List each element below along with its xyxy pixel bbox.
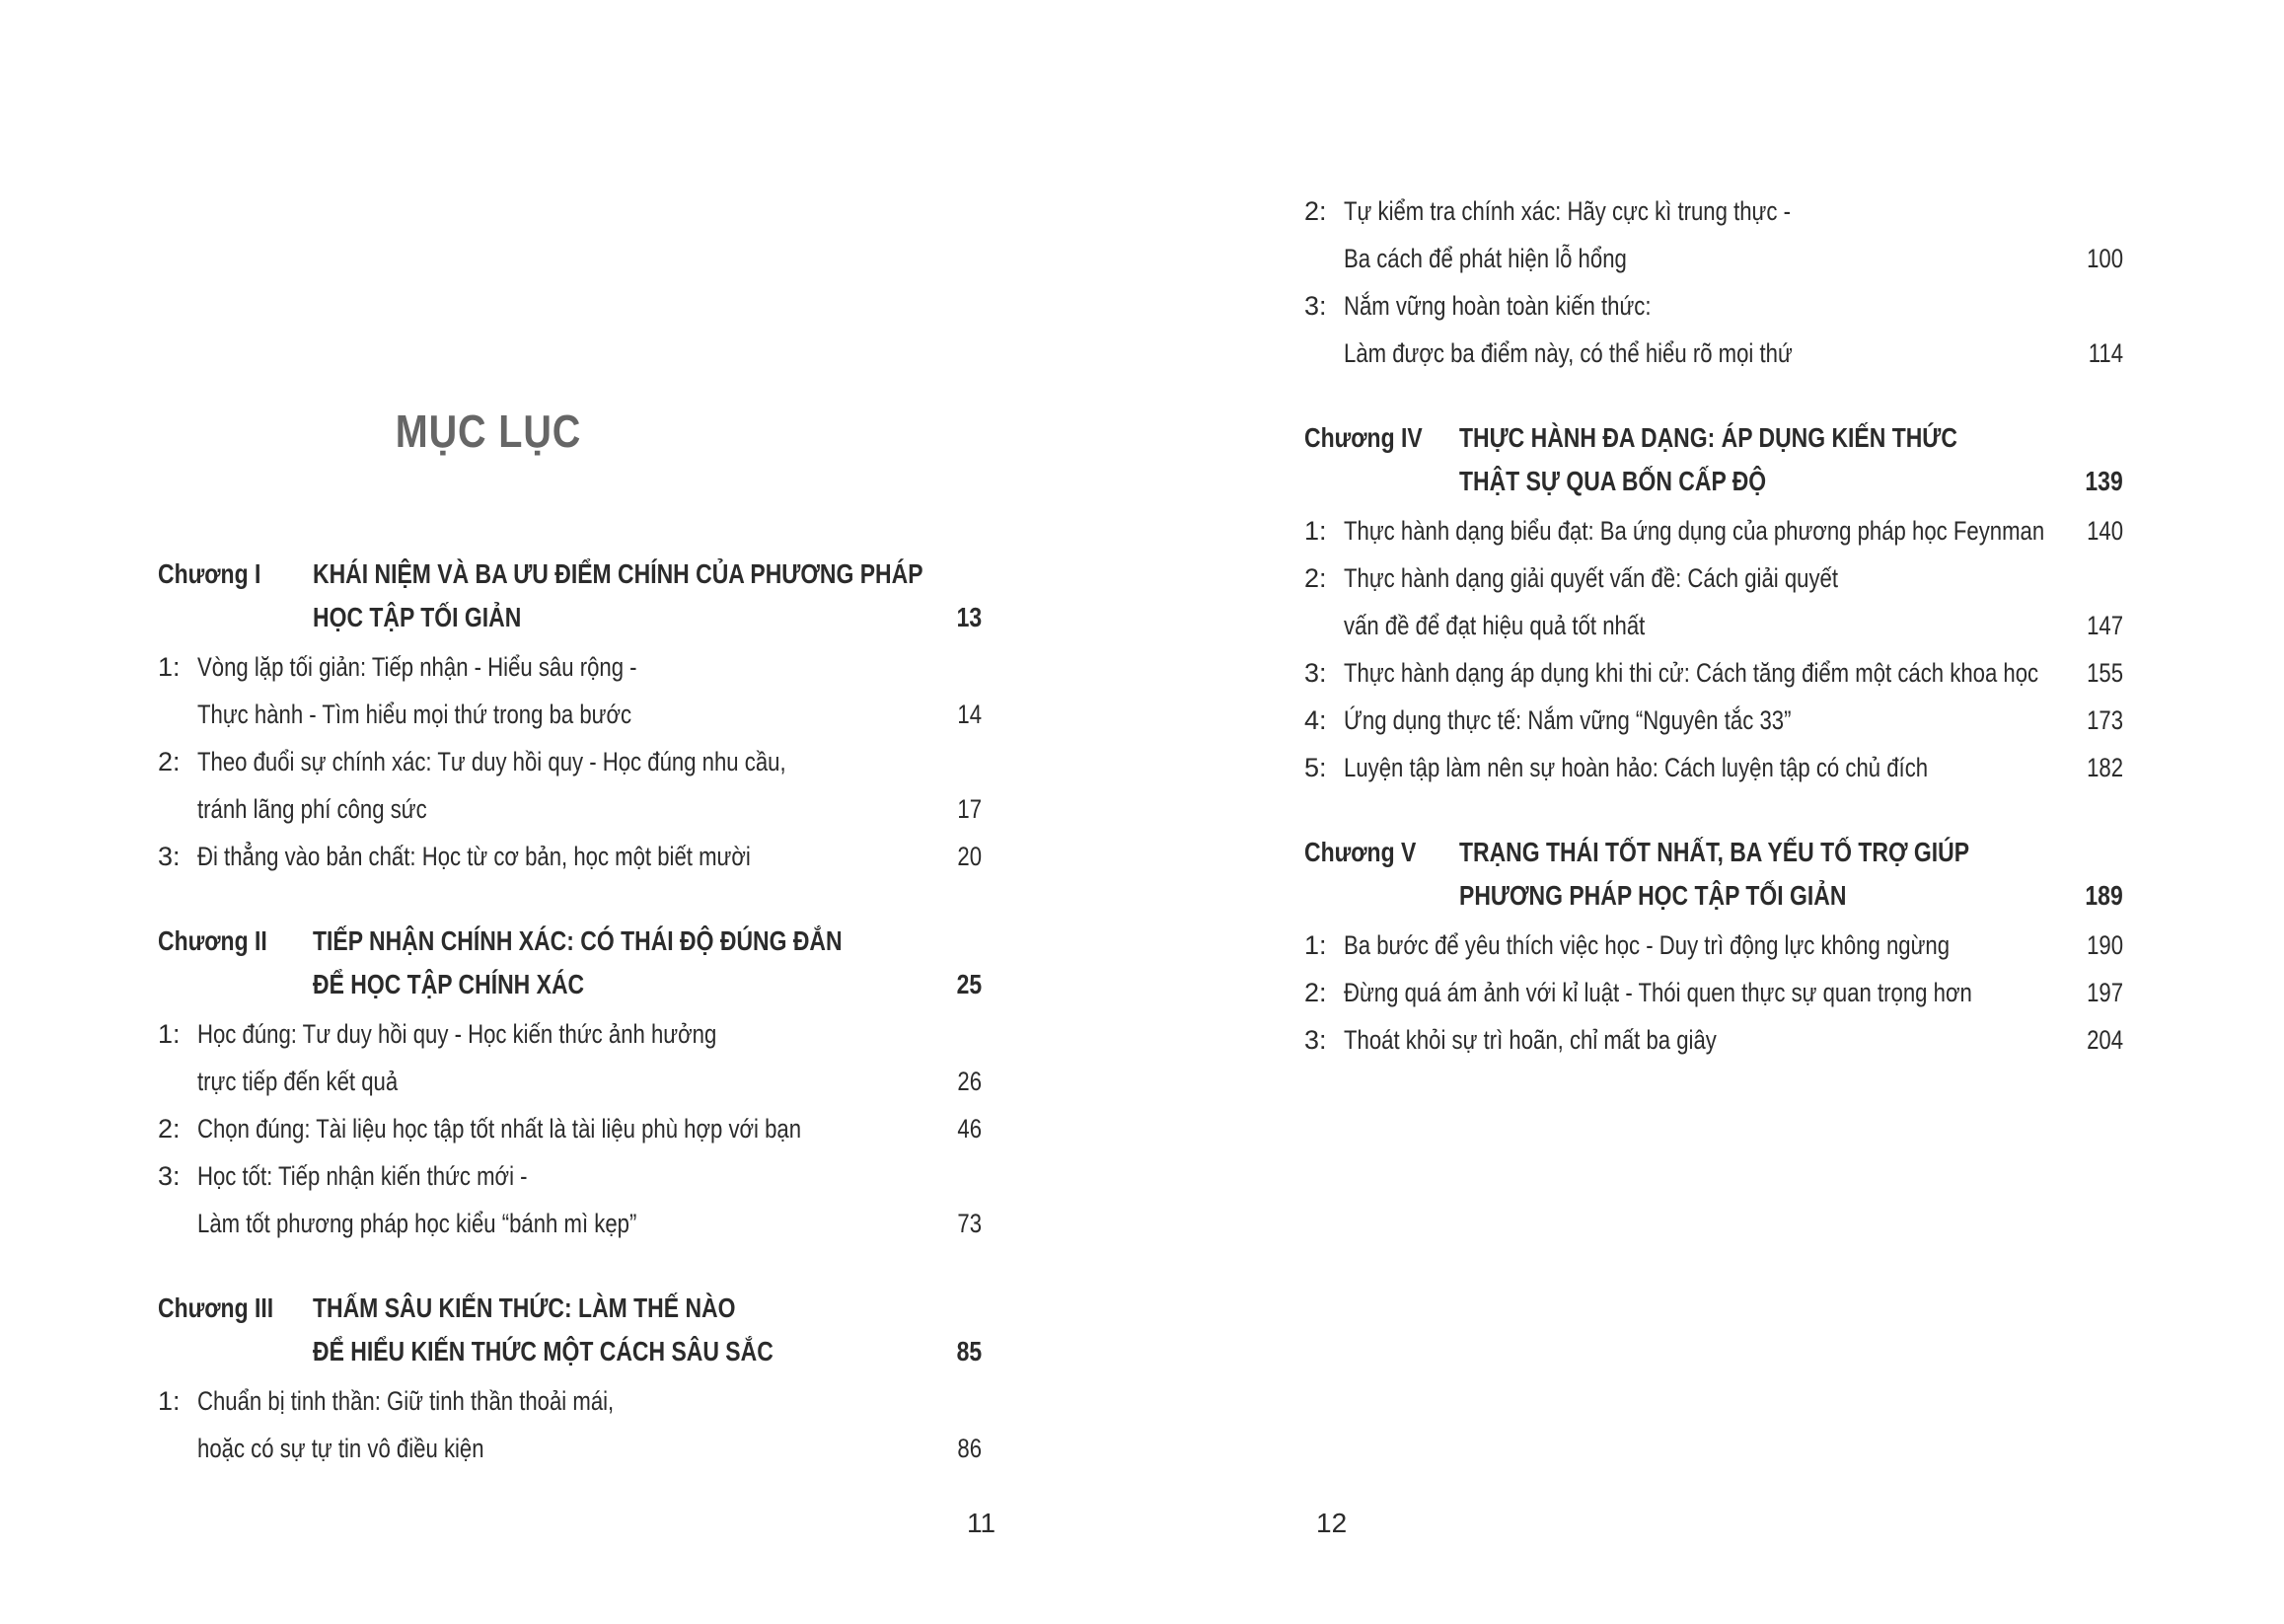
chapter-title-text: PHƯƠNG PHÁP HỌC TẬP TỐI GIẢN	[1459, 880, 1847, 911]
entry-page	[952, 833, 982, 880]
chapter-page-text: 13	[956, 602, 982, 632]
toc-entry-line	[1304, 330, 2123, 377]
entry-number: 4:	[1304, 705, 1327, 735]
toc-entry-line	[1304, 922, 2123, 969]
right-page	[1142, 0, 2284, 1624]
toc-entry-line	[158, 643, 982, 691]
chapter-title-text: KHÁI NIỆM VÀ BA ƯU ĐIỂM CHÍNH CỦA PHƯƠNG PHÁP	[313, 558, 923, 589]
entry-text-text: Học đúng: Tư duy hồi quy - Học kiến thức ảnh hưởng	[197, 1019, 717, 1049]
chapter-page-text: 139	[2085, 466, 2123, 496]
chapter-page-text: 85	[956, 1336, 982, 1366]
entry-page	[2079, 697, 2123, 744]
entry-page	[952, 1105, 982, 1152]
chapter-title	[1459, 874, 1932, 918]
toc-entry-line	[158, 785, 982, 833]
entry-page	[2079, 969, 2123, 1016]
toc-right	[1304, 187, 2123, 1064]
entry-text	[197, 691, 727, 738]
toc-entry-line	[158, 833, 982, 880]
entry-page-text: 140	[2087, 516, 2123, 546]
entry-number: 3:	[1304, 658, 1327, 688]
chapter-page	[2077, 874, 2123, 918]
chapter-heading	[158, 963, 982, 1006]
chapter-heading	[158, 1287, 982, 1330]
entry-text-text: Luyện tập làm nên sự hoàn hảo: Cách luyện tập có chủ đích	[1344, 753, 1929, 782]
entry-text-text: trực tiếp đến kết quả	[197, 1067, 399, 1096]
entry-text-text: Làm được ba điểm này, có thể hiểu rõ mọi thứ	[1344, 338, 1793, 368]
toc-entry-line	[158, 691, 982, 738]
entry-text-text: Thực hành dạng giải quyết vấn đề: Cách giải quyết	[1344, 563, 1839, 593]
toc-entry-line	[158, 1200, 982, 1247]
entry-page	[2079, 507, 2123, 554]
entry-text	[1344, 649, 2191, 697]
toc-entry-line	[158, 1377, 982, 1425]
entry-text-text: Chọn đúng: Tài liệu học tập tốt nhất là tài liệu phù hợp với bạn	[197, 1114, 802, 1144]
chapter-page	[951, 596, 982, 639]
entry-number: 2:	[1304, 196, 1327, 226]
chapter-heading	[1304, 831, 2123, 874]
chapter-page	[951, 1330, 982, 1373]
toc-entry-line	[1304, 507, 2123, 554]
chapter-title	[313, 1330, 874, 1373]
entry-page	[952, 1058, 982, 1105]
toc-entry-line	[158, 1058, 982, 1105]
chapter-title-text: TIẾP NHẬN CHÍNH XÁC: CÓ THÁI ĐỘ ĐÚNG ĐẮN	[313, 925, 843, 956]
entry-page	[952, 785, 982, 833]
entry-number: 2:	[158, 1114, 181, 1144]
entry-number: 2:	[1304, 563, 1327, 593]
entry-text-text: Theo đuổi sự chính xác: Tư duy hồi quy - Học đúng nhu cầu,	[197, 747, 786, 776]
entry-page	[2081, 330, 2123, 377]
entry-text-text: Thoát khỏi sự trì hoãn, chỉ mất ba giây	[1344, 1025, 1717, 1055]
entry-text	[1344, 282, 1719, 330]
entry-text-text: Thực hành dạng biểu đạt: Ba ứng dụng của phương pháp học Feynman	[1344, 516, 2045, 546]
entry-text-text: Vòng lặp tối giản: Tiếp nhận - Hiểu sâu rộng -	[197, 652, 637, 682]
entry-text-text: Làm tốt phương pháp học kiểu “bánh mì kẹp”	[197, 1209, 637, 1238]
entry-page-text: 86	[957, 1434, 982, 1463]
entry-text-text: Chuẩn bị tinh thần: Giữ tinh thần thoải mái,	[197, 1386, 615, 1416]
entry-page-text: 100	[2087, 244, 2123, 273]
entry-page-text: 204	[2087, 1025, 2123, 1055]
chapter-heading	[158, 1330, 982, 1373]
toc-entry-line	[1304, 744, 2123, 791]
chapter-heading	[1304, 416, 2123, 460]
entry-text-text: Thực hành dạng áp dụng khi thi cử: Cách tăng điểm một cách khoa học	[1344, 658, 2039, 688]
chapter-label	[158, 1287, 299, 1330]
entry-text-text: Tự kiểm tra chính xác: Hãy cực kì trung thực -	[1344, 196, 1791, 226]
chapter-title-text: THẤM SÂU KIẾN THỨC: LÀM THẾ NÀO	[313, 1292, 736, 1323]
toc-entry-line	[1304, 969, 2123, 1016]
entry-text	[197, 1425, 547, 1472]
entry-number: 1:	[158, 1019, 181, 1049]
entry-number: 1:	[1304, 516, 1327, 546]
entry-page	[952, 1200, 982, 1247]
page-number-left: 11	[967, 1508, 996, 1538]
chapter-title-text: THẬT SỰ QUA BỐN CẤP ĐỘ	[1459, 466, 1767, 496]
toc-entry-line	[1304, 282, 2123, 330]
entry-text	[197, 1200, 733, 1247]
entry-page-text: 114	[2088, 338, 2123, 368]
page-title: MỤC LỤC	[395, 406, 582, 457]
entry-page	[2079, 1016, 2123, 1064]
chapter-label	[158, 553, 283, 596]
entry-text	[197, 643, 733, 691]
entry-page-text: 26	[957, 1067, 982, 1096]
page-number-right: 12	[1316, 1508, 1348, 1538]
entry-text	[1344, 554, 1947, 602]
entry-text	[1344, 507, 2198, 554]
entry-text-text: Ứng dụng thực tế: Nắm vững “Nguyên tắc 33”	[1344, 705, 1792, 735]
toc-entry-line	[1304, 697, 2123, 744]
entry-page-text: 147	[2087, 611, 2123, 640]
entry-page-text: 182	[2087, 753, 2123, 782]
toc-entry-line	[1304, 187, 2123, 235]
entry-text	[1344, 330, 1891, 377]
chapter-label-text: Chương I	[158, 558, 261, 589]
chapter-title-text: TRẠNG THÁI TỐT NHẤT, BA YẾU TỐ TRỢ GIÚP	[1459, 837, 1970, 867]
toc-entry-line	[1304, 649, 2123, 697]
entry-text	[197, 833, 872, 880]
toc-entry-line	[1304, 602, 2123, 649]
chapter-page	[951, 963, 982, 1006]
chapter-label	[1304, 416, 1448, 460]
entry-page-text: 173	[2087, 705, 2123, 735]
entry-text	[1344, 744, 2056, 791]
entry-text-text: vấn đề để đạt hiệu quả tốt nhất	[1344, 611, 1646, 640]
entry-page	[2079, 602, 2123, 649]
chapter-heading	[158, 920, 982, 963]
entry-number: 3:	[158, 1161, 181, 1191]
entry-page-text: 17	[957, 794, 982, 824]
chapter-label-text: Chương II	[158, 925, 267, 956]
chapter-title	[1459, 460, 1833, 503]
entry-page-text: 190	[2087, 930, 2123, 960]
entry-text	[1344, 602, 1711, 649]
chapter-label-text: Chương V	[1304, 837, 1417, 867]
entry-number: 5:	[1304, 753, 1327, 782]
entry-text	[197, 738, 916, 785]
toc-left	[158, 553, 982, 1472]
entry-number: 3:	[1304, 291, 1327, 321]
entry-text	[1344, 1016, 1799, 1064]
entry-page-text: 73	[957, 1209, 982, 1238]
chapter-title	[1459, 416, 2067, 460]
entry-page-text: 197	[2087, 978, 2123, 1007]
toc-entry-line	[158, 1010, 982, 1058]
toc-entry-line	[158, 738, 982, 785]
toc-entry-line	[1304, 554, 2123, 602]
entry-page	[952, 1425, 982, 1472]
entry-number: 2:	[158, 747, 181, 776]
entry-page	[2079, 922, 2123, 969]
entry-text	[1344, 187, 1888, 235]
toc-entry-line	[158, 1152, 982, 1200]
chapter-title-text: ĐỂ HIỂU KIẾN THỨC MỘT CÁCH SÂU SẮC	[313, 1336, 774, 1366]
chapter-heading	[1304, 874, 2123, 918]
entry-text-text: Thực hành - Tìm hiểu mọi thứ trong ba bước	[197, 700, 632, 729]
entry-page	[952, 691, 982, 738]
entry-number: 3:	[1304, 1025, 1327, 1055]
entry-page-text: 155	[2087, 658, 2123, 688]
entry-text-text: Nắm vững hoàn toàn kiến thức:	[1344, 291, 1652, 321]
entry-text	[197, 1377, 705, 1425]
entry-page	[2079, 744, 2123, 791]
chapter-heading	[158, 553, 982, 596]
entry-number: 1:	[1304, 930, 1327, 960]
chapter-heading	[158, 596, 982, 639]
entry-number: 3:	[158, 842, 181, 871]
chapter-title	[313, 963, 644, 1006]
entry-page-text: 46	[957, 1114, 982, 1144]
chapter-page	[2077, 460, 2123, 503]
toc-entry-line	[158, 1105, 982, 1152]
entry-text	[1344, 922, 2083, 969]
entry-text-text: Ba cách để phát hiện lỗ hổng	[1344, 244, 1627, 273]
chapter-label	[1304, 831, 1440, 874]
entry-number: 2:	[1304, 978, 1327, 1007]
entry-text	[1344, 235, 1689, 282]
chapter-page-text: 189	[2085, 880, 2123, 911]
chapter-label	[158, 920, 291, 963]
entry-page-text: 14	[957, 700, 982, 729]
entry-text	[197, 1010, 831, 1058]
entry-text-text: Đi thẳng vào bản chất: Học từ cơ bản, học một biết mười	[197, 842, 751, 871]
entry-number: 1:	[158, 1386, 181, 1416]
chapter-title	[313, 596, 567, 639]
toc-entry-line	[1304, 1016, 2123, 1064]
entry-text	[197, 1105, 933, 1152]
entry-number: 1:	[158, 652, 181, 682]
entry-text-text: Đừng quá ám ảnh với kỉ luật - Thói quen thực sự quan trọng hơn	[1344, 978, 1972, 1007]
chapter-title	[313, 553, 1057, 596]
chapter-title-text: ĐỂ HỌC TẬP CHÍNH XÁC	[313, 969, 585, 999]
chapter-heading	[1304, 460, 2123, 503]
toc-entry-line	[158, 1425, 982, 1472]
chapter-title	[313, 920, 958, 963]
chapter-page-text: 25	[956, 969, 982, 999]
entry-text	[197, 1058, 442, 1105]
entry-text	[197, 1152, 600, 1200]
entry-text-text: tránh lãng phí công sức	[197, 794, 427, 824]
entry-text	[1344, 697, 1889, 744]
entry-page	[2079, 649, 2123, 697]
entry-text	[197, 785, 478, 833]
entry-text-text: Học tốt: Tiếp nhận kiến thức mới -	[197, 1161, 528, 1191]
chapter-label-text: Chương IV	[1304, 422, 1423, 453]
chapter-label-text: Chương III	[158, 1292, 274, 1323]
entry-page-text: 20	[957, 842, 982, 871]
toc-entry-line	[1304, 235, 2123, 282]
chapter-title	[1459, 831, 2082, 874]
entry-text-text: hoặc có sự tự tin vô điều kiện	[197, 1434, 484, 1463]
entry-text	[1344, 969, 2110, 1016]
chapter-title-text: THỰC HÀNH ĐA DẠNG: ÁP DỤNG KIẾN THỨC	[1459, 422, 1957, 453]
chapter-title-text: HỌC TẬP TỐI GIẢN	[313, 602, 522, 632]
chapter-title	[313, 1287, 829, 1330]
entry-text-text: Ba bước để yêu thích việc học - Duy trì động lực không ngừng	[1344, 930, 1951, 960]
entry-page	[2079, 235, 2123, 282]
